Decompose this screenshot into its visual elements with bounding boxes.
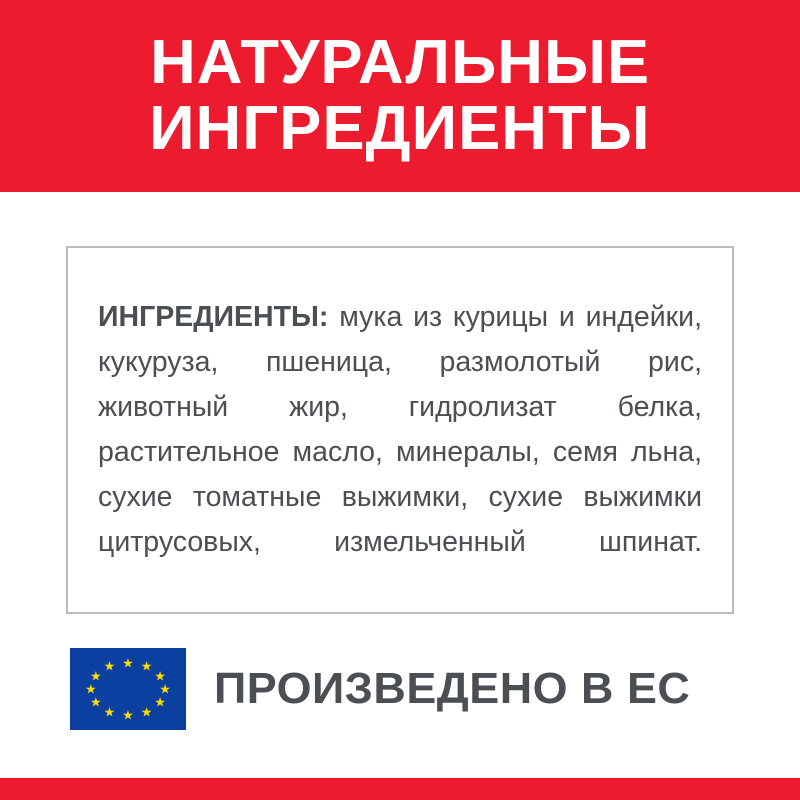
eu-star: ★ — [90, 694, 102, 710]
banner-line-2: ИНГРЕДИЕНТЫ — [149, 94, 651, 163]
eu-star: ★ — [122, 707, 134, 723]
eu-star: ★ — [140, 704, 153, 720]
ingredients-box — [66, 246, 734, 614]
eu-star: ★ — [159, 681, 171, 697]
eu-star: ★ — [85, 681, 97, 697]
eu-star: ★ — [103, 704, 116, 720]
banner-line-1: НАТУРАЛЬНЫЕ — [149, 28, 651, 97]
eu-star: ★ — [154, 668, 166, 684]
origin-row — [70, 648, 691, 730]
eu-star: ★ — [103, 658, 116, 674]
header-banner — [0, 0, 800, 192]
bottom-red-strip — [0, 778, 800, 800]
eu-star: ★ — [122, 655, 134, 671]
eu-flag-icon — [70, 648, 186, 730]
eu-star: ★ — [154, 694, 166, 710]
ingredients-paragraph — [98, 295, 702, 565]
ingredients-label: ИНГРЕДИЕНТЫ: — [98, 301, 329, 333]
ingredients-body: мука из курицы и индейки, кукуруза, пшеница, размолотый рис, животный жир, гидролизат белка, растительное масло, минералы, семя льна, сухие томатные выжимки, сухие выжимки цитрусовых, измельченный шпинат. — [98, 301, 702, 558]
eu-star: ★ — [140, 658, 153, 674]
origin-label: ПРОИЗВЕДЕНО В ЕС — [214, 664, 691, 713]
eu-star: ★ — [90, 668, 102, 684]
